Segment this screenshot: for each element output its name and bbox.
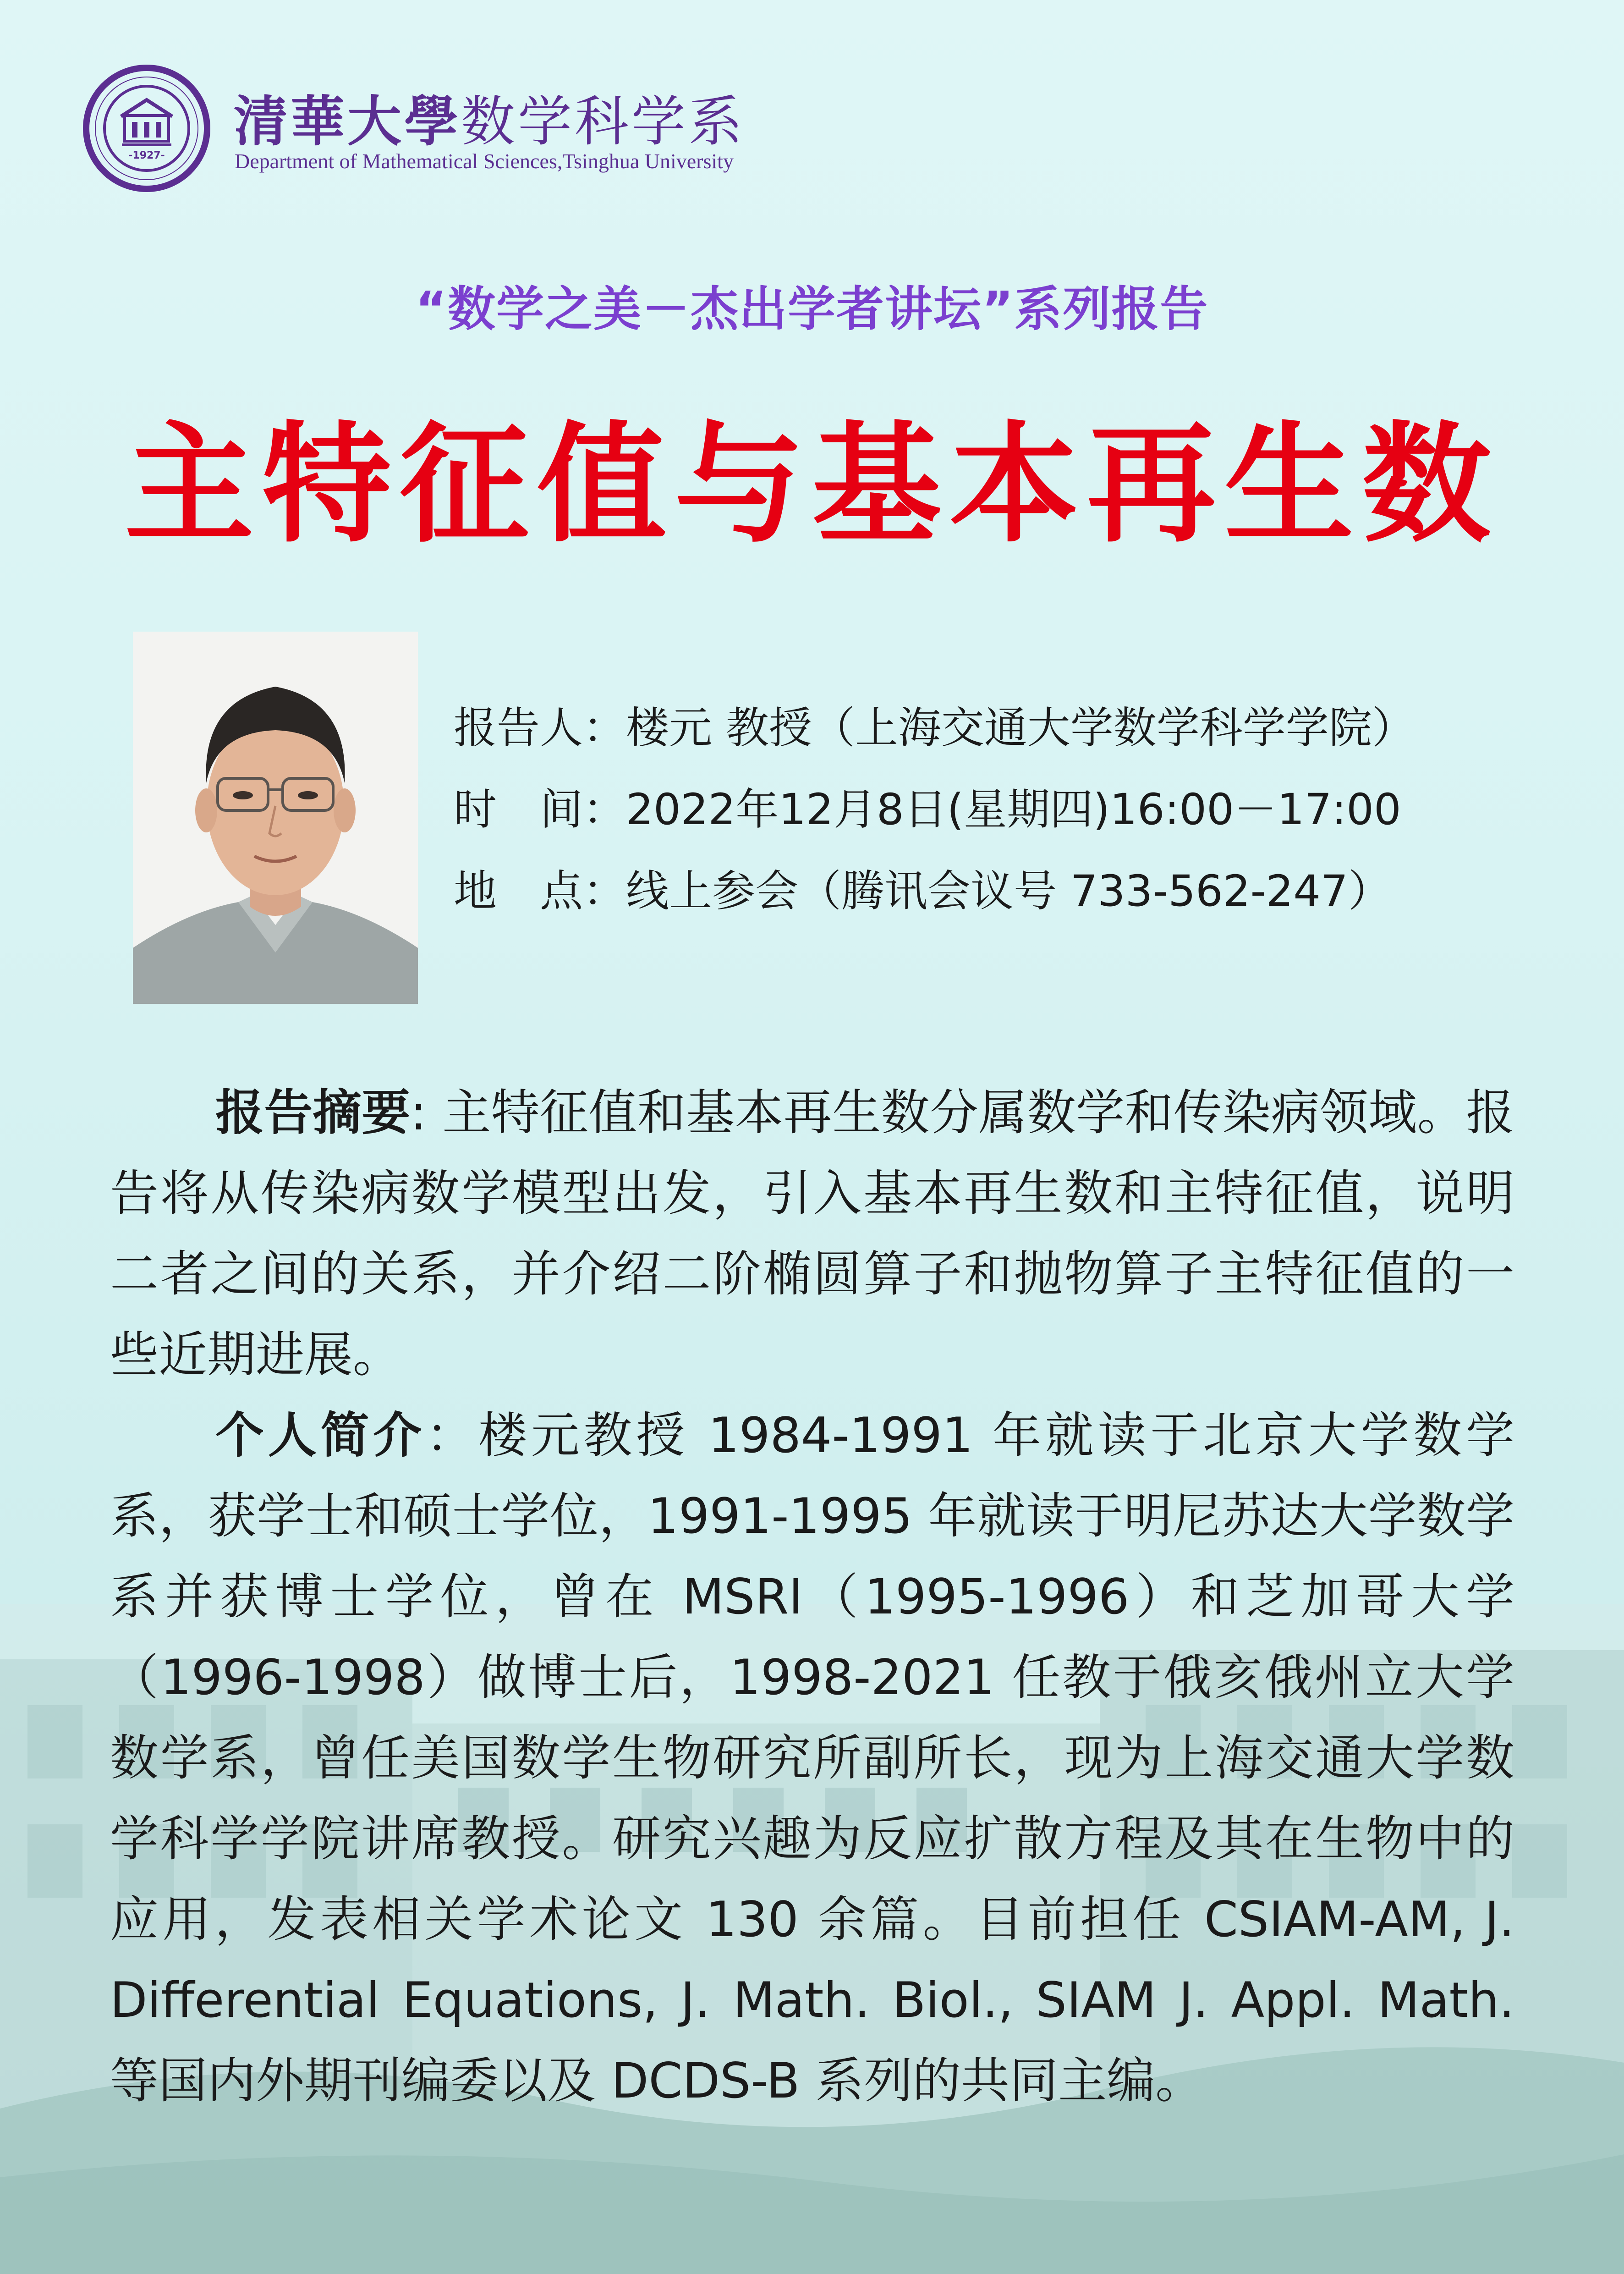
bio-text: ：楼元教授 1984-1991 年就读于北京大学数学系，获学士和硕士学位，1991-1995 年就读于明尼苏达大学数学系并获博士学位，曾在 MSRI（1995-1996）和芝加哥大学（1996-1998）做博士后，1998-2021 任教于俄亥俄州立大学数学系，曾任美国数学生物研究所副所长，现为上海交通大学数学科学学院讲席教授。研究兴趣为反应扩散方程及其在生物中的应用，发表相关学术论文 130 余篇。目前担任 CSIAM-AM, J. Differential Equations, J. Math. Biol., SIAM J. Appl. Math. 等国内外期刊编委以及 DCDS-B 系列的共同主编。 — [110, 1407, 1514, 2109]
place-row — [454, 851, 1415, 932]
svg-text:-1927-: -1927- — [128, 150, 165, 161]
time-value: 2022年12月8日(星期四)16:00－17:00 — [626, 785, 1401, 835]
abstract-heading: 报告摘要 — [215, 1085, 411, 1141]
bio-heading: 个人简介 — [215, 1407, 426, 1464]
abstract-paragraph — [110, 1073, 1514, 1395]
department-name-cn: 数学科学系 — [461, 90, 746, 153]
speaker-label: 报告人： — [454, 703, 626, 753]
body-text — [110, 1073, 1514, 2121]
time-row — [454, 769, 1415, 851]
bio-paragraph — [110, 1395, 1514, 2121]
place-label: 地 点： — [454, 866, 626, 916]
university-name-cn: 清華大學 — [234, 89, 461, 153]
university-name — [234, 78, 745, 156]
speaker-row — [454, 688, 1415, 769]
speaker-portrait-photo — [133, 632, 418, 1004]
tsinghua-seal-logo — [82, 64, 211, 193]
main-title: 主特征值与基本再生数 — [125, 409, 1499, 560]
place-value: 线上参会（腾讯会议号 733-562-247） — [626, 866, 1391, 916]
header — [82, 64, 816, 193]
speaker-value: 楼元 教授（上海交通大学数学科学学院） — [626, 703, 1415, 753]
abstract-text: : 主特征值和基本再生数分属数学和传染病领域。报告将从传染病数学模型出发，引入基本再生数和主特征值，说明二者之间的关系，并介绍二阶椭圆算子和抛物算子主特征值的一些近期进展。 — [110, 1085, 1515, 1383]
talk-info — [454, 688, 1415, 932]
department-name-en: Department of Mathematical Sciences,Tsinghua University — [235, 149, 734, 173]
series-title: “数学之美－杰出学者讲坛”系列报告 — [415, 281, 1209, 337]
time-label: 时 间： — [454, 785, 626, 835]
